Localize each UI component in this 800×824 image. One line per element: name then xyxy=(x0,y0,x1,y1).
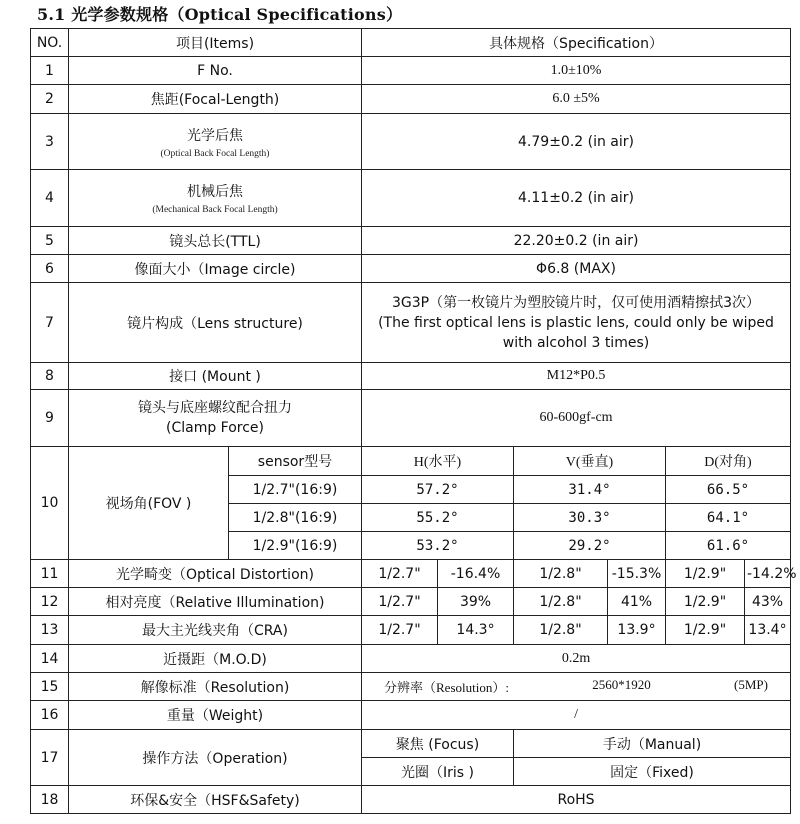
table-row xyxy=(31,363,791,390)
cell-sensor: 1/2.8" xyxy=(514,588,608,616)
section-title: 5.1 光学参数规格（Optical Specifications） xyxy=(37,5,403,24)
cell-value: 43% xyxy=(745,588,791,616)
cell-sensor: 1/2.7" xyxy=(362,588,438,616)
fov-h: 53.2° xyxy=(362,532,514,560)
row-item-cn: 光学后焦 xyxy=(187,127,243,144)
fov-col-h: H(水平) xyxy=(362,447,514,476)
row-number: 6 xyxy=(31,255,69,283)
row-number: 9 xyxy=(31,390,69,447)
row-number: 14 xyxy=(31,645,69,673)
table-row xyxy=(31,114,791,170)
row-item: 重量（Weight) xyxy=(69,701,362,730)
cell-value: 14.3° xyxy=(438,616,514,645)
row-value: 22.20±0.2 (in air) xyxy=(362,227,791,255)
cell-value: -14.2% xyxy=(745,560,791,588)
fov-col-sensor: sensor型号 xyxy=(229,447,362,476)
row-number: 1 xyxy=(31,57,69,85)
resolution-note: (5MP) xyxy=(734,677,768,692)
cell-sensor: 1/2.8" xyxy=(514,616,608,645)
fov-sensor: 1/2.7"(16:9) xyxy=(229,476,362,504)
row-item: 镜头总长(TTL) xyxy=(69,227,362,255)
table-row xyxy=(31,255,791,283)
row-item-cn: 机械后焦 xyxy=(187,184,243,200)
cell-value: 13.9° xyxy=(608,616,666,645)
cell-value: 39% xyxy=(438,588,514,616)
resolution-label: 分辨率（Resolution）: xyxy=(384,680,509,695)
row-value: M12*P0.5 xyxy=(362,363,791,390)
fov-v: 29.2° xyxy=(514,532,666,560)
row-item: F No. xyxy=(69,57,362,85)
table-row xyxy=(31,786,791,814)
cell-value: -15.3% xyxy=(608,560,666,588)
table-row xyxy=(31,170,791,227)
row-item: 像面大小（Image circle) xyxy=(69,255,362,283)
fov-sensor: 1/2.8"(16:9) xyxy=(229,504,362,532)
row-number: 18 xyxy=(31,786,69,814)
row-item: 解像标准（Resolution) xyxy=(69,673,362,701)
table-row xyxy=(31,588,791,616)
table-row xyxy=(31,447,791,476)
header-items: 项目(Items) xyxy=(69,29,362,57)
row-value: 6.0 ±5% xyxy=(362,85,791,114)
row-number: 15 xyxy=(31,673,69,701)
fov-h: 57.2° xyxy=(362,476,514,504)
resolution-value: 2560*1920 xyxy=(592,677,651,692)
row-item: 环保&安全（HSF&Safety) xyxy=(69,786,362,814)
cell-sensor: 1/2.9" xyxy=(666,616,745,645)
row-number: 13 xyxy=(31,616,69,645)
row-number: 5 xyxy=(31,227,69,255)
row-item-en: (Optical Back Focal Length) xyxy=(160,148,270,159)
row-value: Φ6.8 (MAX) xyxy=(362,255,791,283)
row-number: 12 xyxy=(31,588,69,616)
cell-value: 13.4° xyxy=(745,616,791,645)
fov-v: 30.3° xyxy=(514,504,666,532)
table-row xyxy=(31,283,791,363)
row-item xyxy=(69,170,362,227)
row-item-en: (Mechanical Back Focal Length) xyxy=(152,205,278,215)
header-spec: 具体规格（Specification） xyxy=(362,29,791,57)
row-number: 16 xyxy=(31,701,69,730)
focus-label: 聚焦 (Focus) xyxy=(362,730,514,758)
cell-value: -16.4% xyxy=(438,560,514,588)
row-number: 10 xyxy=(31,447,69,560)
table-row xyxy=(31,390,791,447)
row-value: 4.79±0.2 (in air) xyxy=(362,114,791,170)
table-row xyxy=(31,673,791,701)
table-row xyxy=(31,560,791,588)
row-value: 60-600gf-cm xyxy=(362,390,791,447)
spec-table xyxy=(30,28,797,814)
fov-sensor: 1/2.9"(16:9) xyxy=(229,532,362,560)
row-number: 7 xyxy=(31,283,69,363)
cell-value: 41% xyxy=(608,588,666,616)
table-row xyxy=(31,616,791,645)
row-item: 操作方法（Operation) xyxy=(69,730,362,786)
row-number: 17 xyxy=(31,730,69,786)
row-item: 视场角(FOV ) xyxy=(69,447,229,560)
row-item-line1: 镜头与底座螺纹配合扭力 xyxy=(138,400,292,416)
row-value: / xyxy=(362,701,791,730)
iris-value: 固定（Fixed) xyxy=(514,758,791,786)
iris-label: 光圈（Iris ) xyxy=(362,758,514,786)
fov-col-d: D(对角) xyxy=(666,447,791,476)
table-row xyxy=(31,701,791,730)
row-value: 0.2m xyxy=(362,645,791,673)
row-item: 最大主光线夹角（CRA) xyxy=(69,616,362,645)
row-number: 2 xyxy=(31,85,69,114)
header-no: NO. xyxy=(31,29,69,57)
fov-v: 31.4° xyxy=(514,476,666,504)
row-number: 4 xyxy=(31,170,69,227)
row-item: 相对亮度（Relative Illumination) xyxy=(69,588,362,616)
row-item-line2: (Clamp Force) xyxy=(165,420,265,436)
resolution-line xyxy=(364,677,788,696)
row-item: 近摄距（M.O.D) xyxy=(69,645,362,673)
fov-d: 61.6° xyxy=(666,532,791,560)
header-row xyxy=(31,29,791,57)
row-number: 3 xyxy=(31,114,69,170)
row-item: 光学畸变（Optical Distortion) xyxy=(69,560,362,588)
row-value: 1.0±10% xyxy=(362,57,791,85)
row-value: 4.11±0.2 (in air) xyxy=(362,170,791,227)
table-row xyxy=(31,227,791,255)
row-value-line1: 3G3P（第一枚镜片为塑胶镜片时，仅可使用酒精擦拭3次） xyxy=(392,294,761,311)
table-row xyxy=(31,730,791,758)
row-value-line2: (The first optical lens is plastic lens, could only be wiped with alcohol 3 times) xyxy=(378,314,774,351)
cell-sensor: 1/2.7" xyxy=(362,616,438,645)
row-number: 11 xyxy=(31,560,69,588)
focus-value: 手动（Manual) xyxy=(514,730,791,758)
row-value: RoHS xyxy=(362,786,791,814)
row-item xyxy=(69,114,362,170)
row-value xyxy=(362,673,791,701)
row-item xyxy=(69,390,362,447)
fov-d: 66.5° xyxy=(666,476,791,504)
cell-sensor: 1/2.9" xyxy=(666,560,745,588)
cell-sensor: 1/2.8" xyxy=(514,560,608,588)
fov-col-v: V(垂直) xyxy=(514,447,666,476)
table-row xyxy=(31,57,791,85)
row-item: 镜片构成（Lens structure) xyxy=(69,283,362,363)
table-row xyxy=(31,85,791,114)
row-number: 8 xyxy=(31,363,69,390)
row-value xyxy=(362,283,791,363)
cell-sensor: 1/2.7" xyxy=(362,560,438,588)
fov-d: 64.1° xyxy=(666,504,791,532)
row-item: 接口 (Mount ) xyxy=(69,363,362,390)
fov-h: 55.2° xyxy=(362,504,514,532)
table-row xyxy=(31,645,791,673)
row-item: 焦距(Focal-Length) xyxy=(69,85,362,114)
cell-sensor: 1/2.9" xyxy=(666,588,745,616)
